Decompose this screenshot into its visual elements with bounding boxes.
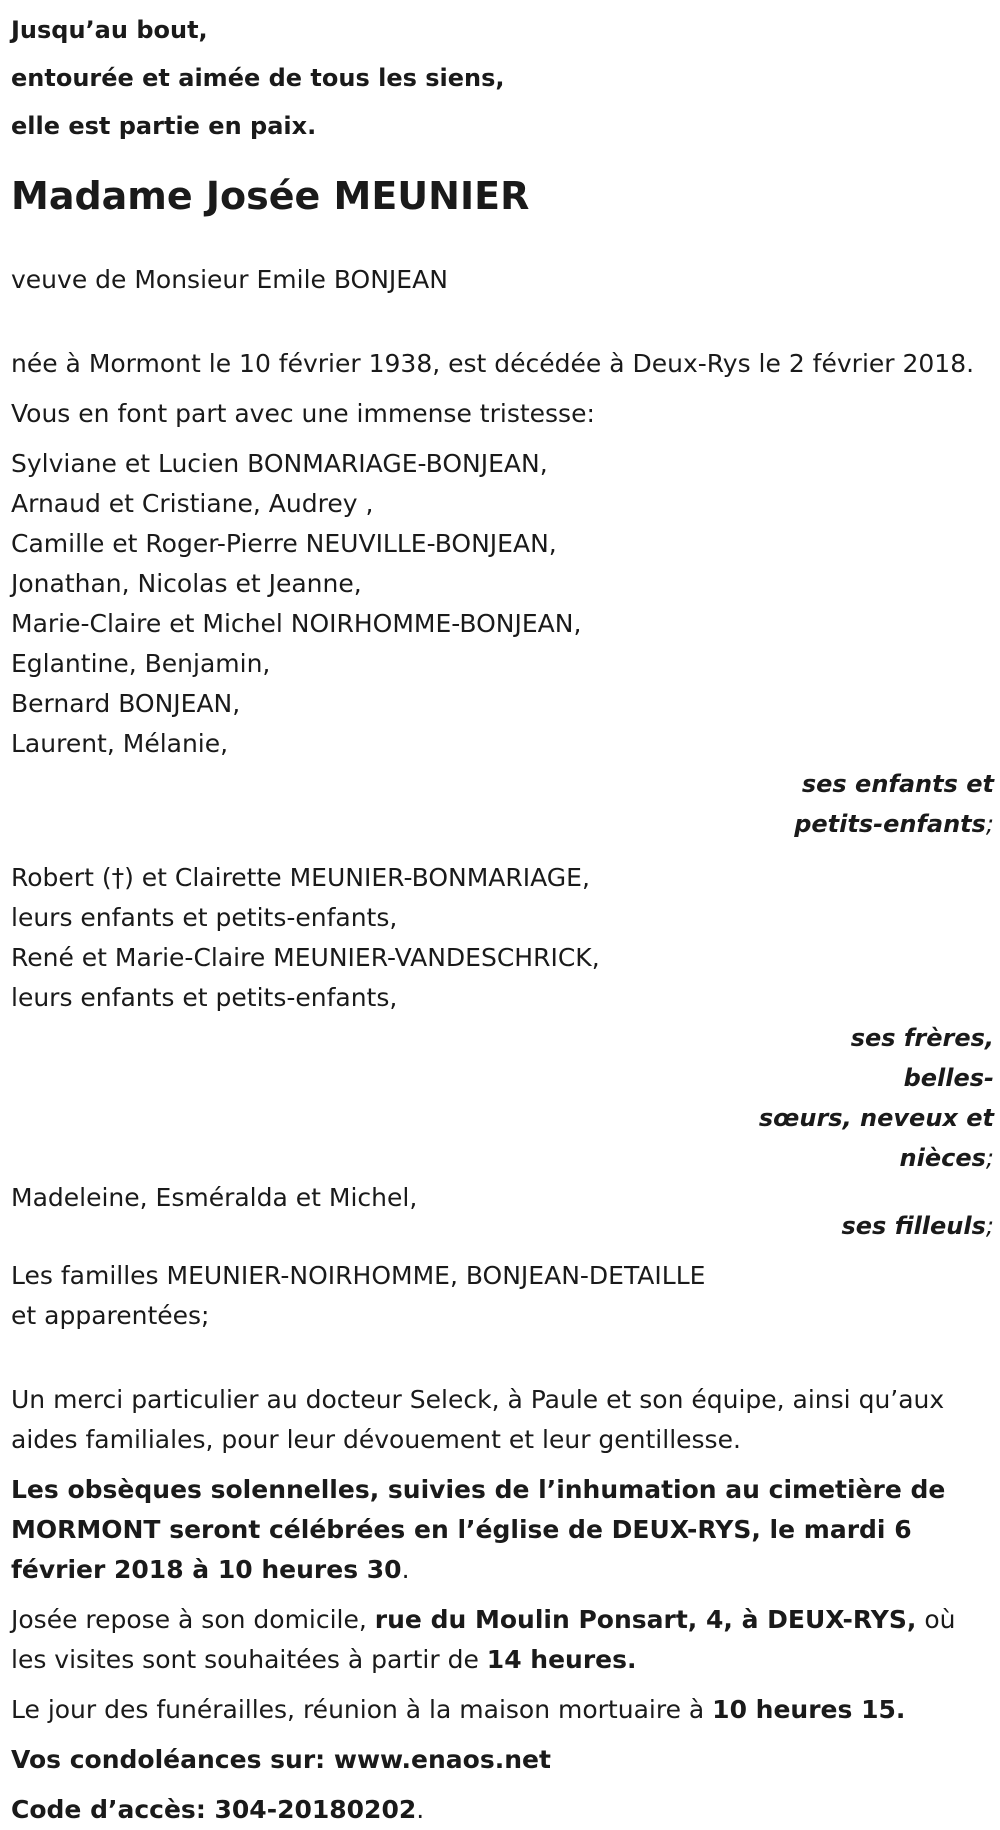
funeral-end: . [401,1555,410,1584]
siblings-role-end: ; [985,1144,994,1172]
condolences-line: Vos condoléances sur: www.enaos.net [11,1745,551,1774]
meeting-pre: Le jour des funérailles, réunion à la maison mortuaire à [11,1695,713,1724]
intro-verse [11,0,996,150]
siblings-role-text: nièces [899,1144,986,1172]
rest-time: 14 heures. [486,1645,637,1674]
list-item: Sylviane et Lucien BONMARIAGE-BONJEAN, [11,449,548,478]
list-item: Marie-Claire et Michel NOIRHOMME-BONJEAN, [11,609,582,638]
list-item: Jonathan, Nicolas et Jeanne, [11,569,362,598]
rest-pre: Josée repose à son domicile, [11,1605,375,1634]
access-code-line [11,1790,996,1830]
list-item: leurs enfants et petits-enfants, [11,903,398,932]
list-item: Camille et Roger-Pierre NEUVILLE-BONJEAN, [11,529,557,558]
intro-line-2: entourée et aimée de tous les siens, [11,64,505,92]
spouse-line: veuve de Monsieur Emile BONJEAN [11,265,448,294]
siblings-role-line-3 [756,1138,996,1178]
children-role [736,764,996,844]
list-item: Laurent, Mélanie, [11,729,229,758]
list-item: René et Marie-Claire MEUNIER-VANDESCHRICK, [11,943,600,972]
godchildren-role-line [736,1206,996,1246]
thanks-paragraph: Un merci particulier au docteur Seleck, à Paule et son équipe, ainsi qu’aux aides familiales, pour leur dévouement et leur gentillesse. [11,1385,945,1454]
list-item: Robert (†) et Clairette MEUNIER-BONMARIAGE, [11,863,590,892]
intro-line-1: Jusqu’au bout, [11,16,208,44]
funeral-details: Les obsèques solennelles, suivies de l’inhumation au cimetière de MORMONT seront célébrées en l’église de DEUX-RYS, le mardi 6 février 2018 à 10 heures 30 [11,1475,946,1584]
godchildren-role-text: ses filleuls [841,1212,986,1240]
siblings-role-line-2: sœurs, neveux et [758,1104,994,1132]
children-role-line-2 [736,804,996,844]
families-line-1: Les familles MEUNIER-NOIRHOMME, BONJEAN-DETAILLE [11,1261,706,1290]
godchildren-role [736,1206,996,1246]
funeral-paragraph [11,1470,996,1590]
siblings-role [756,1018,996,1178]
rest-address: rue du Moulin Ponsart, 4, à DEUX-RYS, [374,1605,917,1634]
children-list [11,444,996,764]
rest-paragraph [11,1600,996,1680]
intro-line-3: elle est partie en paix. [11,112,317,140]
birth-death-line: née à Mormont le 10 février 1938, est décédée à Deux-Rys le 2 février 2018. [11,349,975,378]
godchildren-line: Madeleine, Esméralda et Michel, [11,1183,418,1212]
families-line-2: et apparentées; [11,1301,210,1330]
list-item: Bernard BONJEAN, [11,689,241,718]
obituary-content [11,0,996,1830]
siblings-role-line-1: ses frères, belles- [850,1024,994,1092]
children-role-end: ; [985,810,994,838]
deceased-name: Madame Josée MEUNIER [11,174,530,218]
families-block [11,1256,996,1336]
access-code: Code d’accès: 304-20180202 [11,1795,417,1824]
godchildren-role-end: ; [985,1212,994,1240]
meeting-time: 10 heures 15. [712,1695,906,1724]
siblings-list [11,858,996,1018]
rest-mid: où les visites sont souhaitées à partir de [11,1605,956,1674]
children-role-line-1: ses enfants et [801,770,994,798]
announcement-line: Vous en font part avec une immense tristesse: [11,399,595,428]
list-item: Eglantine, Benjamin, [11,649,271,678]
access-code-end: . [416,1795,425,1824]
meeting-paragraph [11,1690,996,1730]
list-item: Arnaud et Cristiane, Audrey , [11,489,374,518]
children-role-text: petits-enfants [794,810,986,838]
list-item: leurs enfants et petits-enfants, [11,983,398,1012]
